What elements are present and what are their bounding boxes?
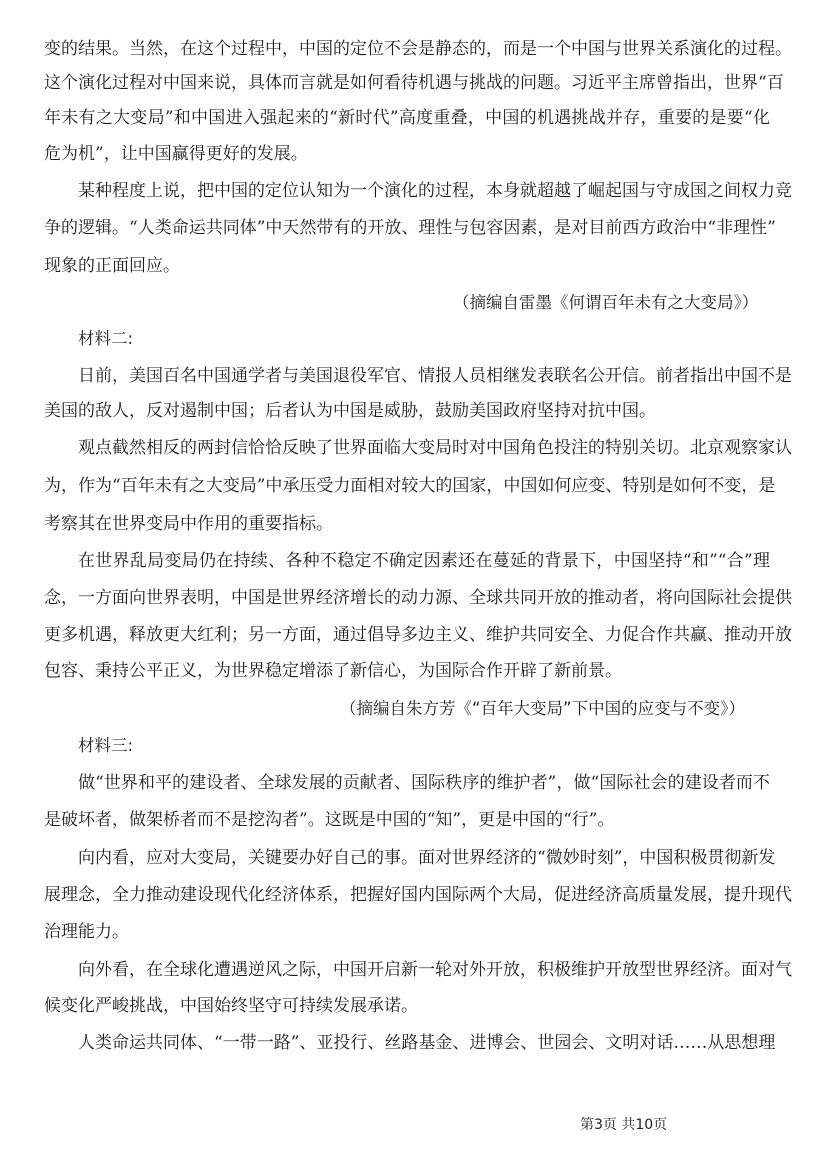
text-line: 做“世界和平的建设者、全球发展的贡献者、国际秩序的维护者”，做“国际社会的建设者而不 (78, 773, 770, 793)
text-line: 考察其在世界变局中作用的重要指标。 (44, 514, 333, 534)
text-line: 变的结果。当然，在这个过程中，中国的定位不会是静态的，而是一个中国与世界关系演化的过程。 (44, 39, 792, 59)
text-line: 这个演化过程对中国来说，具体而言就是如何看待机遇与挑战的问题。习近平主席曾指出，世界“百 (44, 73, 784, 93)
text-line: 展理念，全力推动建设现代化经济体系，把握好国内国际两个大局，促进经济高质量发展，提升现代 (44, 885, 792, 905)
text-line: 日前，美国百名中国通学者与美国退役军官、情报人员相继发表联名公开信。前者指出中国不是 (78, 366, 792, 386)
text-line: 某种程度上说，把中国的定位认知为一个演化的过程，本身就超越了崛起国与守成国之间权力竞 (78, 181, 792, 201)
text-line: 现象的正面回应。 (44, 256, 180, 276)
text-line: 更多机遇，释放更大红利；另一方面，通过倡导多边主义、维护共同安全、力促合作共赢、推动开放 (44, 625, 792, 645)
text-line: 向内看，应对大变局，关键要办好自己的事。面对世界经济的“微妙时刻”，中国积极贯彻新发 (78, 848, 776, 868)
text-line: 年未有之大变局”和中国进入强起来的“新时代”高度重叠，中国的机遇挑战并存，重要的是要“化 (44, 108, 770, 128)
text-line: 治理能力。 (44, 922, 129, 942)
text-line: 美国的敌人，反对遏制中国；后者认为中国是威胁，鼓励美国政府坚持对抗中国。 (44, 401, 656, 421)
text-line: 念，一方面向世界表明，中国是世界经济增长的动力源、全球共同开放的推动者，将向国际社会提供 (44, 588, 792, 608)
text-line: 观点截然相反的两封信恰恰反映了世界面临大变局时对中国角色投注的特别关切。北京观察家认 (78, 438, 792, 458)
page-number: 第3页 共10页 (580, 1117, 668, 1133)
section-heading: 材料三: (78, 736, 134, 755)
text-line: 包容、秉持公平正义，为世界稳定增添了新信心，为国际合作开辟了新前景。 (44, 661, 622, 681)
text-line: 争的逻辑。“人类命运共同体”中天然带有的开放、理性与包容因素，是对目前西方政治中“非理性” (44, 218, 776, 238)
text-line: 候变化严峻挑战，中国始终坚守可持续发展承诺。 (44, 996, 418, 1016)
text-line: 为，作为“百年未有之大变局”中承压受力面相对较大的国家，中国如何应变、特别是如何不变，是 (44, 476, 776, 496)
text-line: 是破坏者，做架桥者而不是挖沟者”。这既是中国的“知”，更是中国的“行”。 (44, 810, 615, 830)
text-line: 人类命运共同体、“一带一路”、亚投行、丝路基金、进博会、世园会、文明对话……从思想理 (78, 1033, 776, 1053)
section-heading: 材料二: (78, 329, 134, 348)
source-citation: （摘编自朱方芳《“百年大变局”下中国的应变与不变》） (340, 699, 745, 718)
text-line: 在世界乱局变局仍在持续、各种不稳定不确定因素还在蔓延的背景下，中国坚持“和”“合”理 (78, 551, 770, 571)
text-line: 向外看，在全球化遭遇逆风之际，中国开启新一轮对外开放，积极维护开放型世界经济。面对气 (78, 960, 792, 980)
source-citation: （摘编自雷墨《何谓百年未有之大变局》） (453, 293, 759, 312)
text-line: 危为机”，让中国赢得更好的发展。 (44, 144, 308, 164)
